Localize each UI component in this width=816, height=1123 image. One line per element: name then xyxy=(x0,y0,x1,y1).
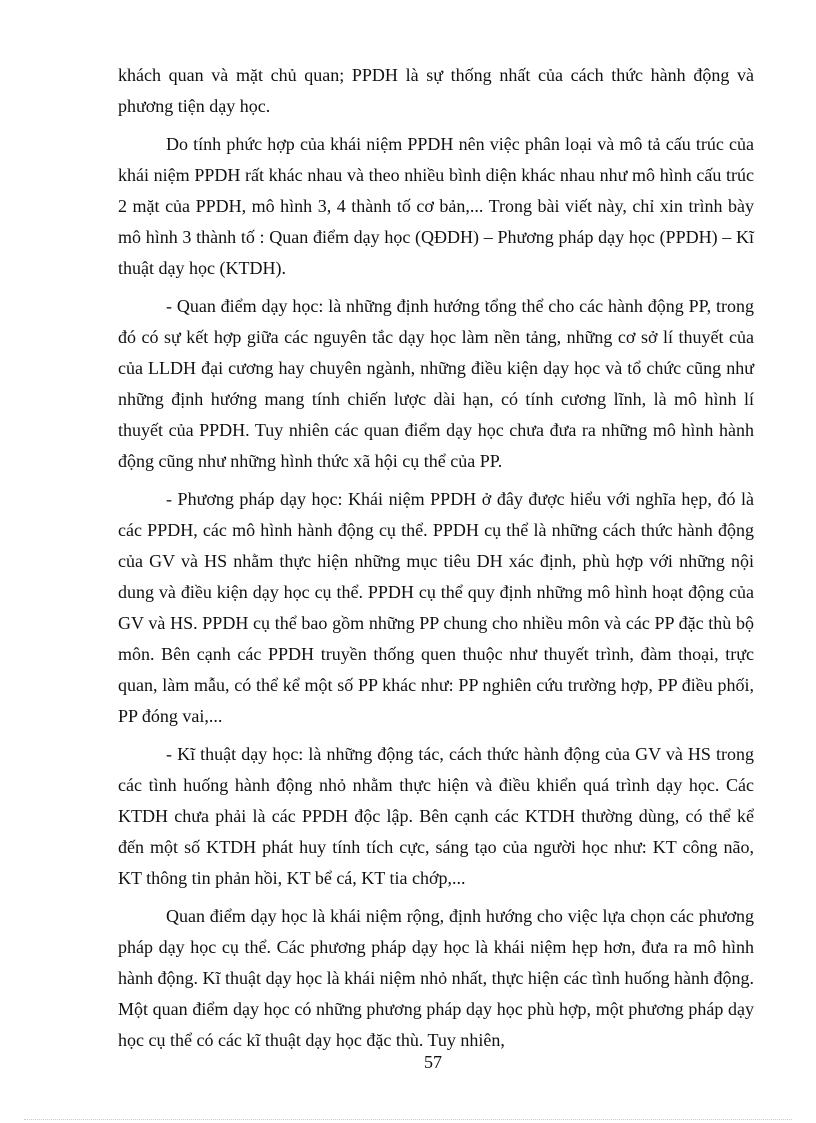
paragraph-continuation: khách quan và mặt chủ quan; PPDH là sự thống nhất của cách thức hành động và phương tiện dạy học. xyxy=(118,65,754,116)
paragraph-teaching-method: - Phương pháp dạy học: Khái niệm PPDH ở đây được hiểu với nghĩa hẹp, đó là các PPDH, các mô hình hành động cụ thể. PPDH cụ thể là những cách thức hành động của GV và HS nhằm thực hiện những mục tiêu DH xác định, phù hợp với những nội dung và điều kiện dạy học cụ thể. PPDH cụ thể quy định những mô hình hoạt động của GV và HS. PPDH cụ thể bao gồm những PP chung cho nhiều môn và các PP đặc thù bộ môn. Bên cạnh các PPDH truyền thống quen thuộc như thuyết trình, đàm thoại, trực quan, làm mẫu, có thể kể một số PP khác như: PP nghiên cứu trường hợp, PP điều phối, PP đóng vai,... xyxy=(118,489,754,726)
paragraph-ppdh-structure: Do tính phức hợp của khái niệm PPDH nên việc phân loại và mô tả cấu trúc của khái niệm PPDH rất khác nhau và theo nhiều bình diện khác nhau như mô hình cấu trúc 2 mặt của PPDH, mô hình 3, 4 thành tố cơ bản,... Trong bài viết này, chỉ xin trình bày mô hình 3 thành tố : Quan điểm dạy học (QĐDH) – Phương pháp dạy học (PPDH) – Kĩ thuật dạy học (KTDH). xyxy=(118,134,754,278)
paragraph-summary: Quan điểm dạy học là khái niệm rộng, định hướng cho việc lựa chọn các phương pháp dạy học cụ thể. Các phương pháp dạy học là khái niệm hẹp hơn, đưa ra mô hình hành động. Kĩ thuật dạy học là khái niệm nhỏ nhất, thực hiện các tình huống hành động. Một quan điểm dạy học có những phương pháp dạy học phù hợp, một phương pháp dạy học cụ thể có các kĩ thuật dạy học đặc thù. Tuy nhiên, xyxy=(118,906,754,1050)
footer-divider xyxy=(24,1119,792,1120)
paragraph-teaching-technique: - Kĩ thuật dạy học: là những động tác, cách thức hành động của GV và HS trong các tình huống hành động nhỏ nhằm thực hiện và điều khiển quá trình dạy học. Các KTDH chưa phải là các PPDH độc lập. Bên cạnh các KTDH thường dùng, có thể kể đến một số KTDH phát huy tính tích cực, sáng tạo của người học như: KT công não, KT thông tin phản hồi, KT bể cá, KT tia chớp,... xyxy=(118,744,754,888)
paragraph-teaching-viewpoint: - Quan điểm dạy học: là những định hướng tổng thể cho các hành động PP, trong đó có sự kết hợp giữa các nguyên tắc dạy học làm nền tảng, những cơ sở lí thuyết của của LLDH đại cương hay chuyên ngành, những điều kiện dạy học và tổ chức cũng như những định hướng mang tính chiến lược dài hạn, có tính cương lĩnh, là mô hình lí thuyết của PPDH. Tuy nhiên các quan điểm dạy học chưa đưa ra những mô hình hành động cũng như những hình thức xã hội cụ thể của PP. xyxy=(118,296,754,471)
page-number: 57 xyxy=(424,1052,442,1072)
document-page xyxy=(118,60,754,1063)
